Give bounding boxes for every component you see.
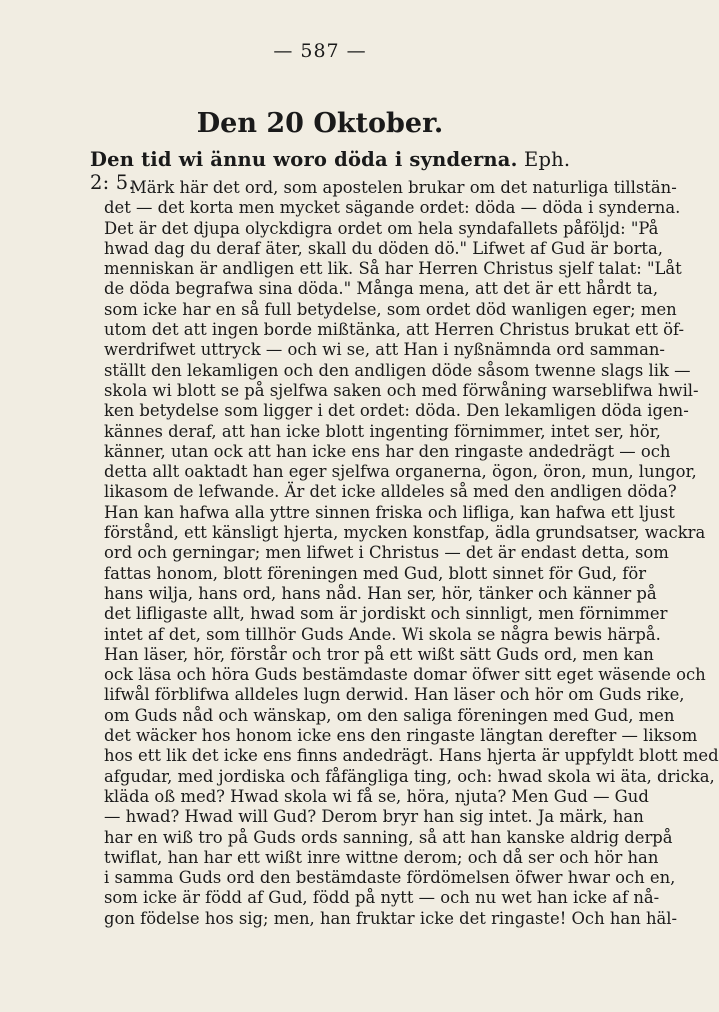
text-line: intet af det, som tillhör Guds Ande. Wi skola se några bewis härpå. bbox=[104, 624, 661, 644]
text-line: det wäcker hos honom icke ens den ringaste längtan derefter — liksom bbox=[104, 726, 698, 746]
body-text bbox=[104, 178, 719, 929]
text-line: Det är det djupa olyckdigra ordet om hela syndafallets påföljd: "På bbox=[104, 218, 659, 238]
text-line: lifwål förblifwa alldeles lugn derwid. Han läser och hör om Guds rike, bbox=[104, 685, 685, 705]
text-line: ord och gerningar; men lifwet i Christus — det är endast detta, som bbox=[104, 543, 669, 563]
page-heading: Den 20 Oktober. bbox=[196, 108, 444, 139]
text-line: har en wiß tro på Guds ords sanning, så att han kanske aldrig derpå bbox=[104, 827, 673, 847]
verse-reference: Eph. 2: 5. bbox=[90, 148, 571, 194]
text-line: Han läser, hör, förstår och tror på ett wißt sätt Guds ord, men kan bbox=[104, 644, 654, 664]
text-line: som icke är född af Gud, född på nytt — och nu wet han icke af nå- bbox=[104, 888, 660, 908]
text-line: skola wi blott se på sjelfwa saken och med förwåning warseblifwa hwil- bbox=[104, 380, 699, 400]
text-line: i samma Guds ord den bestämdaste fördömelsen öfwer hwar och en, bbox=[104, 868, 676, 888]
text-line: ken betydelse som ligger i det ordet: döda. Den lekamligen döda igen- bbox=[104, 401, 689, 421]
text-line: fattas honom, blott föreningen med Gud, blott sinnet för Gud, för bbox=[104, 563, 647, 583]
page-number: — 587 — bbox=[273, 40, 367, 62]
text-line: ock läsa och höra Guds bestämdaste domar öfwer sitt eget wäsende och bbox=[104, 665, 706, 685]
text-line: — hwad? Hwad will Gud? Derom bryr han sig intet. Ja märk, han bbox=[104, 807, 644, 827]
text-line: känner, utan ock att han icke ens har den ringaste andedrägt — och bbox=[104, 441, 671, 461]
text-line: hans wilja, hans ord, hans nåd. Han ser, hör, tänker och känner på bbox=[104, 583, 657, 603]
text-line: kläda oß med? Hwad skola wi få se, höra, njuta? Men Gud — Gud bbox=[104, 786, 649, 806]
text-line: Han kan hafwa alla yttre sinnen friska och lifliga, kan hafwa ett ljust bbox=[104, 502, 675, 522]
text-line: menniskan är andligen ett lik. Så har Herren Christus sjelf talat: "Låt bbox=[104, 259, 682, 279]
text-line: likasom de lefwande. Är det icke alldeles så med den andligen döda? bbox=[104, 482, 677, 502]
text-line: Märk här det ord, som apostelen brukar om det naturliga tillstän- bbox=[130, 178, 677, 197]
text-line: werdrifwet uttryck — och wi se, att Han i nyßnämnda ord samman- bbox=[104, 340, 665, 360]
text-line: ställt den lekamligen och den andligen döde såsom twenne slags lik — bbox=[104, 360, 691, 380]
text-line: det lifligaste allt, hwad som är jordiskt och sinnligt, men förnimmer bbox=[104, 604, 668, 624]
text-line: de döda begrafwa sina döda." Många mena, att det är ett hårdt ta, bbox=[104, 279, 659, 299]
text-line: detta allt oaktadt han eger sjelfwa organerna, ögon, öron, mun, lungor, bbox=[104, 462, 697, 482]
text-line: som icke har en så full betydelse, som ordet död wanligen eger; men bbox=[104, 299, 677, 319]
text-line: hwad dag du deraf äter, skall du döden dö." Lifwet af Gud är borta, bbox=[104, 238, 663, 258]
text-line: hos ett lik det icke ens finns andedrägt. Hans hjerta är uppfyldt blott med bbox=[104, 746, 719, 766]
text-line: om Guds nåd och wänskap, om den saliga föreningen med Gud, men bbox=[104, 705, 675, 725]
text-line: utom det att ingen borde mißtänka, att Herren Christus brukat ett öf- bbox=[104, 320, 685, 340]
text-line: gon födelse hos sig; men, han fruktar icke det ringaste! Och han häl- bbox=[104, 908, 678, 928]
text-line: afgudar, med jordiska och fåfängliga ting, och: hwad skola wi äta, dricka, bbox=[104, 766, 715, 786]
text-line: det — det korta men mycket sägande ordet: döda — döda i synderna. bbox=[104, 198, 681, 218]
verse-text: Den tid wi ännu woro döda i synderna. bbox=[90, 148, 518, 171]
text-line: förstånd, ett känsligt hjerta, mycken konstfap, ädla grundsatser, wackra bbox=[104, 523, 706, 543]
text-line: kännes deraf, att han icke blott ingenting förnimmer, intet ser, hör, bbox=[104, 421, 661, 441]
text-line: twiflat, han har ett wißt inre wittne derom; och då ser och hör han bbox=[104, 847, 659, 867]
